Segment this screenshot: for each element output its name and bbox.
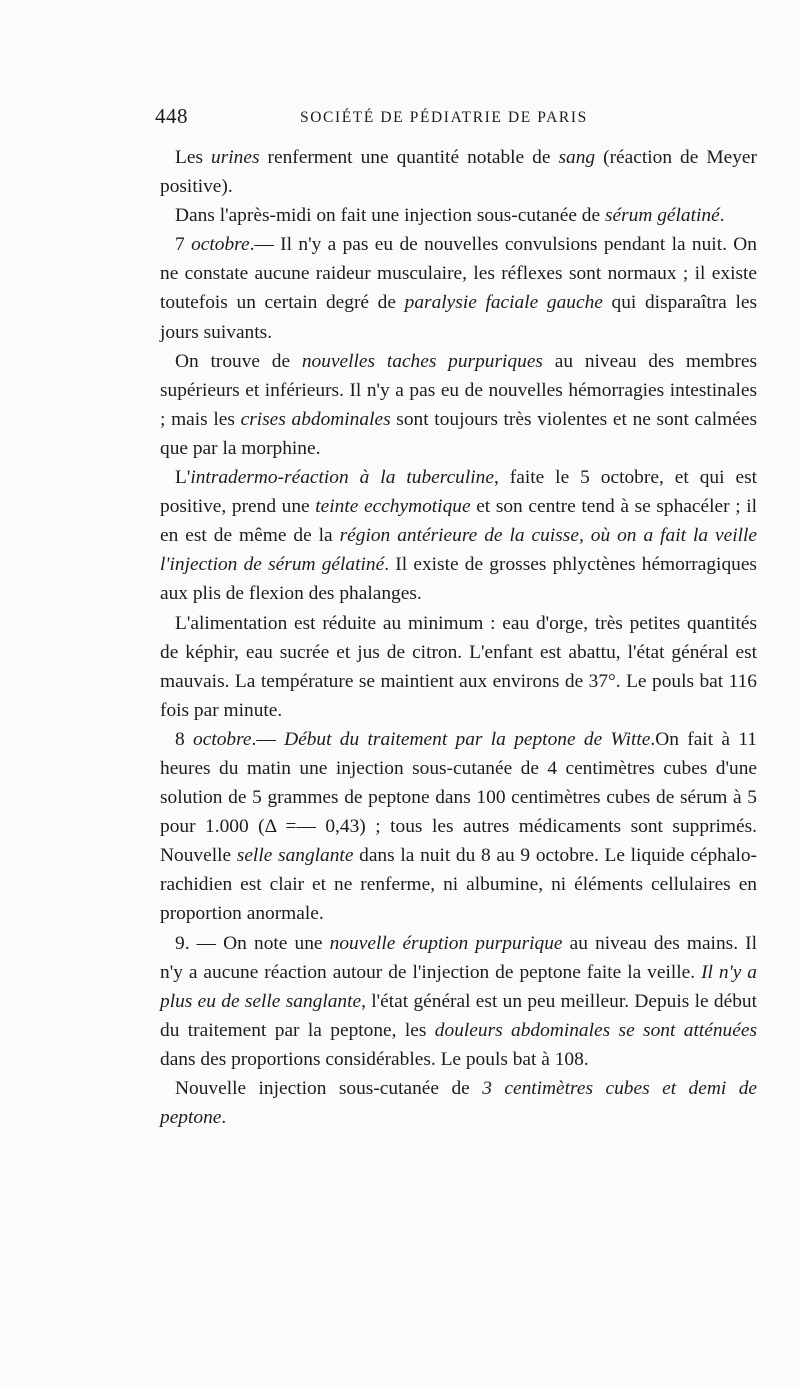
text: .— Il n'y a pas eu de nouvelles convulsions pendant la nuit. On ne constate aucune raideur musculaire, les réflexes sont normaux ; il existe toutefois un certain degré de — [160, 234, 757, 314]
italic-text: teinte ecchymotique — [315, 496, 471, 518]
text: 9. — On note une — [175, 932, 330, 954]
paragraph-6 — [160, 609, 757, 725]
paragraph-1 — [160, 143, 757, 201]
text: . — [719, 205, 725, 227]
text: au niveau des mains. Il n'y a aucune réaction autour de l'injection de peptone faite la veille. — [160, 932, 758, 983]
text: .— — [251, 728, 285, 750]
italic-text: sang — [558, 147, 596, 168]
text: au niveau des membres supérieurs et inférieurs. Il n'y a pas eu de nouvelles hémorragies intestinales ; mais les — [160, 350, 757, 430]
text: L' — [175, 467, 191, 489]
paragraph-4 — [160, 347, 757, 463]
text: 7 — [175, 234, 192, 256]
italic-text: région antérieure de la cuisse, où on a fait la veille l'injection de sérum gélatiné — [160, 525, 757, 576]
italic-text: paralysie faciale gauche — [404, 292, 603, 314]
text: Les — [175, 147, 212, 168]
text: dans des proportions considérables. Le pouls bat à 108. — [160, 1048, 589, 1070]
paragraph-3 — [160, 230, 757, 346]
italic-text: nouvelles taches purpuriques — [301, 350, 543, 372]
paragraph-7 — [160, 725, 757, 929]
italic-text: selle sanglante — [236, 845, 354, 867]
text: . — [221, 1107, 227, 1129]
text: , l'état général est un peu meilleur. Depuis le début du traitement par la peptone, les — [160, 990, 757, 1041]
text: dans la nuit du 8 au 9 octobre. Le liquide céphalo-rachidien est clair et ne renferme, ni albumine, ni éléments cellulaires en proportion anormale. — [160, 845, 757, 925]
paragraph-5 — [160, 463, 757, 608]
text: Dans l'après-midi on fait une injection sous-cutanée de — [175, 205, 605, 227]
paragraph-2 — [160, 201, 757, 230]
text: 8 — [175, 728, 194, 750]
paragraph-9 — [160, 1074, 757, 1132]
italic-text: douleurs abdominales se sont atténuées — [434, 1019, 757, 1041]
text: Nouvelle injection sous-cutanée de — [175, 1078, 483, 1099]
italic-text: urines — [211, 147, 260, 168]
paragraph-8 — [160, 929, 757, 1074]
text: qui disparaîtra les jours suivants. — [160, 292, 757, 343]
page-header — [155, 104, 765, 134]
page-number: 448 — [155, 104, 188, 128]
running-head: SOCIÉTÉ DE PÉDIATRIE DE PARIS — [300, 109, 588, 126]
italic-text: intradermo-réaction à la tuberculine — [190, 467, 494, 489]
text: On trouve de — [175, 350, 302, 372]
text: sont toujours très violentes et ne sont calmées que par la morphine. — [160, 408, 758, 459]
text: , faite le 5 octobre, et qui est positive, prend une — [160, 467, 758, 518]
italic-text: 3 centimètres cubes et demi de peptone — [160, 1078, 758, 1129]
italic-text: sérum gélatiné — [604, 205, 720, 227]
body-text — [160, 143, 757, 1132]
italic-text: octobre — [193, 728, 252, 750]
italic-text: Il n'y a plus eu de selle sanglante — [160, 961, 758, 1012]
text: L'alimentation est réduite au minimum : eau d'orge, très petites quantités de képhir, eau sucrée et jus de citron. L'enfant est abattu, l'état général est mauvais. La température se maintient aux environs de 37°. Le pouls bat 116 fois par minute. — [160, 612, 757, 721]
text: .On fait à 11 heures du matin une injection sous-cutanée de 4 centimètres cubes d'une solution de 5 grammes de peptone dans 100 centimètres cubes de sérum à 5 pour 1.000 (Δ =— 0,43) ; tous les autres médicaments sont supprimés. Nouvelle — [160, 728, 757, 867]
text: . Il existe de grosses phlyctènes hémorragiques aux plis de flexion des phalanges. — [160, 554, 757, 605]
italic-text: crises abdominales — [240, 408, 391, 430]
text: et son centre tend à se sphacéler ; il en est de même de la — [160, 496, 757, 547]
text: renferment une quantité notable de — [259, 147, 559, 168]
italic-text: nouvelle éruption purpurique — [329, 932, 563, 954]
italic-text: octobre — [191, 234, 250, 256]
italic-text: Début du traitement par la peptone de Witte — [284, 728, 651, 750]
text: (réaction de Meyer positive). — [160, 147, 757, 198]
